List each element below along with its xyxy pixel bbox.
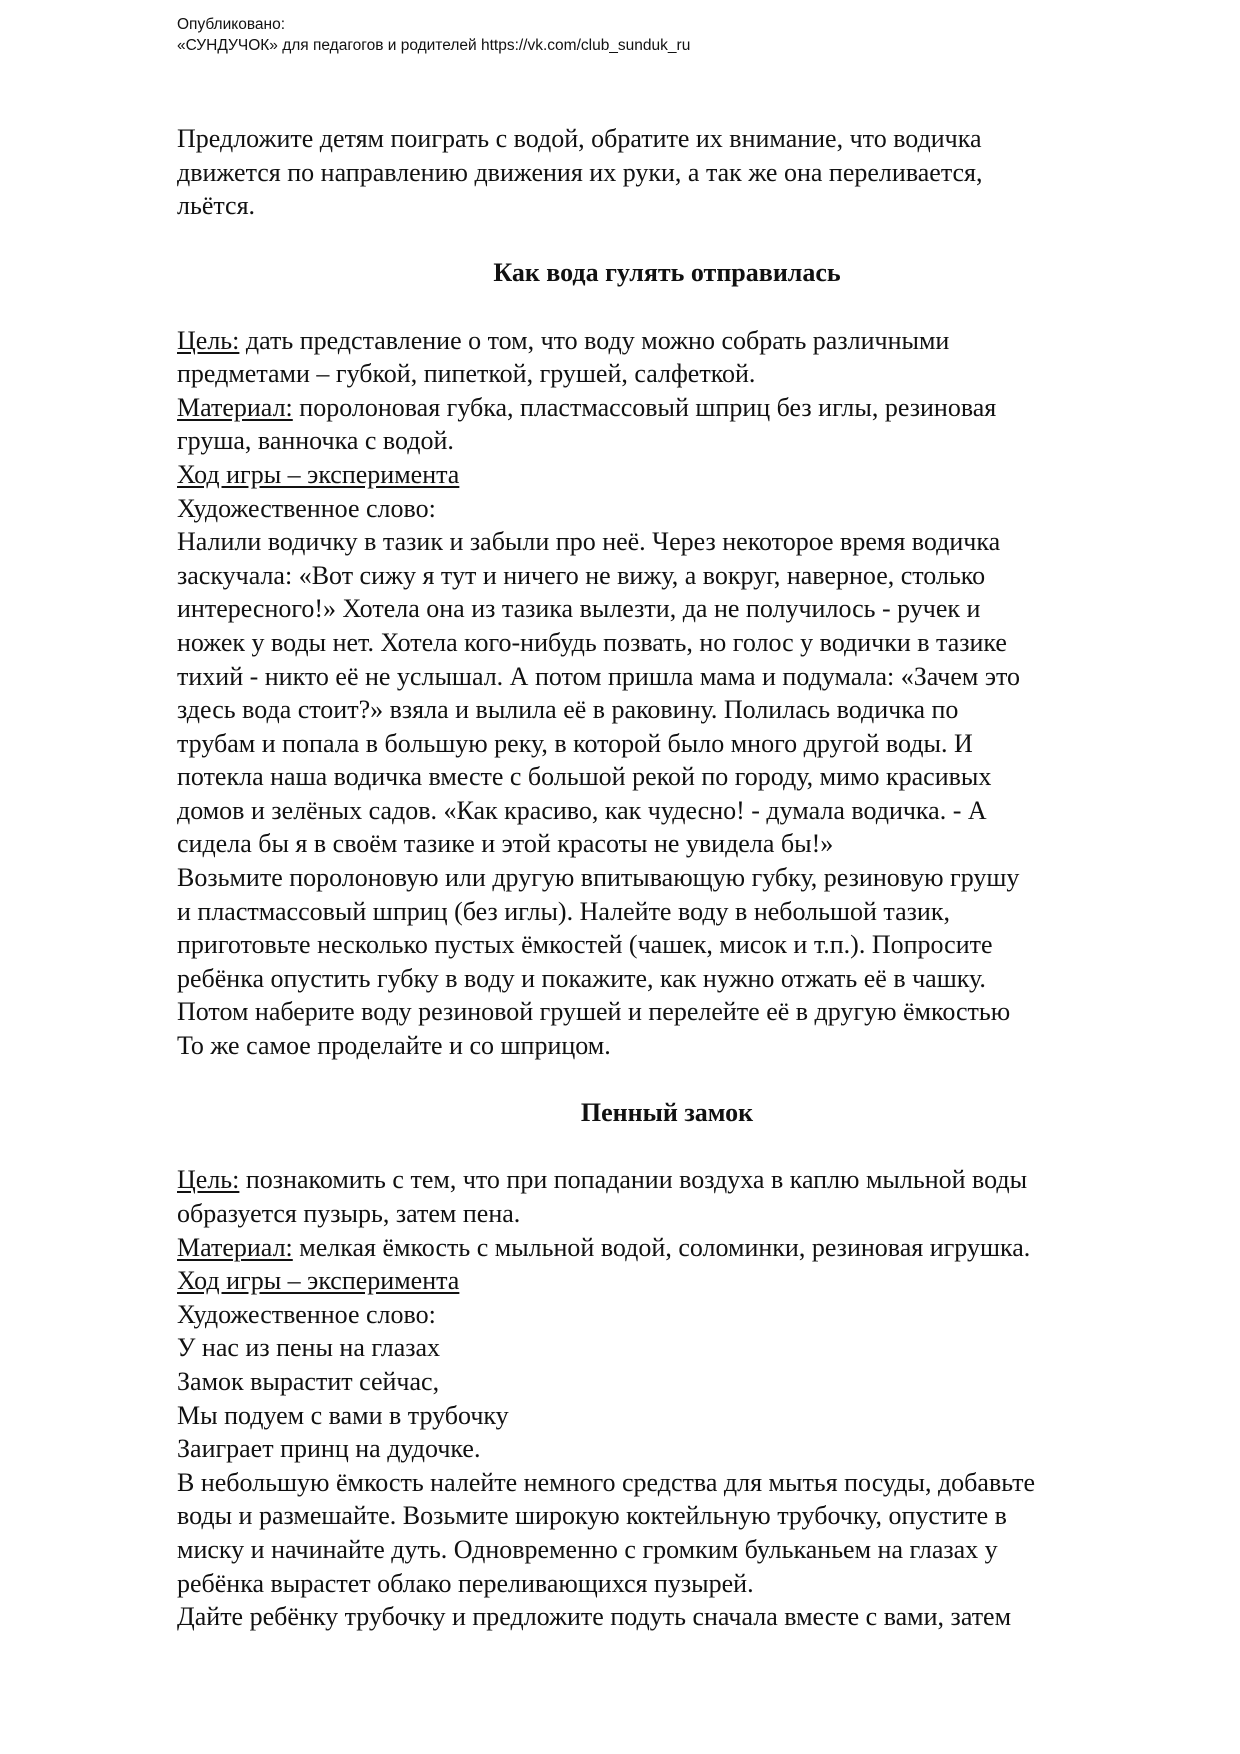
process-label: Ход игры – эксперимента: [177, 459, 460, 489]
text-line: В небольшую ёмкость налейте немного средства для мытья посуды, добавьте: [177, 1467, 1035, 1497]
spacer: [177, 290, 1157, 324]
spacer: [177, 223, 1157, 257]
section-1-title: Как вода гулять отправилась: [493, 258, 841, 288]
text-line: миску и начинайте дуть. Одновременно с громким бульканьем на глазах у: [177, 1534, 998, 1564]
text-line: потекла наша водичка вместе с большой рекой по городу, мимо красивых: [177, 762, 992, 792]
material-text: мелкая ёмкость с мыльной водой, соломинки, резиновая игрушка.: [292, 1232, 1031, 1262]
spacer: [177, 1063, 1157, 1097]
section-2-process: [177, 1264, 1157, 1331]
poem-line: У нас из пены на глазах: [177, 1333, 441, 1363]
header-source-link[interactable]: «СУНДУЧОК» для педагогов и родителей https://vk.com/club_sunduk_ru: [177, 37, 691, 54]
text-line: Возьмите поролоновую или другую впитывающую губку, резиновую грушу: [177, 863, 1020, 893]
poem-line: Заиграет принц на дудочке.: [177, 1434, 481, 1464]
text-line: приготовьте несколько пустых ёмкостей (чашек, мисок и т.п.). Попросите: [177, 930, 993, 960]
spacer: [177, 1130, 1157, 1164]
text-line: То же самое проделайте и со шприцом.: [177, 1031, 611, 1061]
text-line: интересного!» Хотела она из тазика вылезти, да не получилось - ручек и: [177, 594, 981, 624]
text-line: [177, 1231, 1157, 1265]
section-1-story: [177, 525, 1157, 1063]
goal-text: дать представление о том, что воду можно собрать различными: [239, 325, 950, 355]
section-1-material: [177, 391, 1157, 458]
text-line: [177, 1163, 1157, 1197]
text-line: образуется пузырь, затем пена.: [177, 1199, 521, 1228]
poem-line: Замок вырастит сейчас,: [177, 1366, 440, 1396]
text-line: Предложите детям поиграть с водой, обратите их внимание, что водичка: [177, 124, 982, 153]
text-line: Дайте ребёнку трубочку и предложите подуть сначала вместе с вами, затем: [177, 1602, 1012, 1632]
goal-text: познакомить с тем, что при попадании воздуха в каплю мыльной воды: [239, 1165, 1028, 1195]
section-2-goal: [177, 1163, 1157, 1230]
header-published-label: Опубликовано:: [177, 16, 286, 33]
text-line: заскучала: «Вот сижу я тут и ничего не вижу, а вокруг, наверное, столько: [177, 560, 986, 590]
text-line: ребёнка опустить губку в воду и покажите, как нужно отжать её в чашку.: [177, 963, 986, 993]
text-line: [177, 458, 1157, 492]
text-line: трубам и попала в большую реку, в которой было много другой воды. И: [177, 728, 973, 758]
section-2-poem: [177, 1331, 1157, 1465]
goal-label: Цель:: [177, 1165, 240, 1195]
text-line: Потом наберите воду резиновой грушей и перелейте её в другую ёмкостью: [177, 997, 1011, 1027]
material-label: Материал:: [177, 1232, 293, 1262]
section-2-material: [177, 1231, 1157, 1265]
publication-header: [177, 14, 690, 56]
intro-paragraph: [177, 122, 1157, 223]
text-line: и пластмассовый шприц (без иглы). Налейте воду в небольшой тазик,: [177, 896, 950, 926]
text-line: [177, 391, 1157, 425]
process-label: Ход игры – эксперимента: [177, 1266, 460, 1296]
text-line: груша, ванночка с водой.: [177, 426, 454, 456]
document-body: [177, 122, 1157, 1634]
text-line: тихий - никто её не услышал. А потом пришла мама и подумала: «Зачем это: [177, 661, 1021, 691]
text-line: Налили водичку в тазик и забыли про неё. Через некоторое время водичка: [177, 527, 1001, 557]
section-2-title: Пенный замок: [580, 1098, 754, 1128]
poem-line: Мы подуем с вами в трубочку: [177, 1400, 509, 1430]
text-line: домов и зелёных садов. «Как красиво, как чудесно! - думала водичка. - А: [177, 795, 987, 825]
text-line: воды и размешайте. Возьмите широкую коктейльную трубочку, опустите в: [177, 1501, 1007, 1531]
section-2-body: [177, 1466, 1157, 1634]
text-line: ножек у воды нет. Хотела кого-нибудь позвать, но голос у водички в тазике: [177, 627, 1007, 657]
text-line: [177, 1264, 1157, 1298]
text-line: предметами – губкой, пипеткой, грушей, салфеткой.: [177, 359, 756, 389]
material-label: Материал:: [177, 392, 293, 422]
text-line: здесь вода стоит?» взяла и вылила её в раковину. Полилась водичка по: [177, 695, 959, 725]
text-line: [177, 324, 1157, 358]
text-line: ребёнка вырастет облако переливающихся пузырей.: [177, 1568, 754, 1598]
section-1-process: [177, 458, 1157, 525]
material-text: поролоновая губка, пластмассовый шприц без иглы, резиновая: [292, 392, 997, 422]
text-line: движется по направлению движения их руки, а так же она переливается,: [177, 157, 983, 187]
art-word-label: Художественное слово:: [177, 1299, 436, 1329]
text-line: сидела бы я в своём тазике и этой красоты не увидела бы!»: [177, 829, 834, 859]
text-line: льётся.: [177, 191, 256, 221]
goal-label: Цель:: [177, 325, 240, 355]
art-word-label: Художественное слово:: [177, 493, 436, 523]
section-1-goal: [177, 324, 1157, 391]
